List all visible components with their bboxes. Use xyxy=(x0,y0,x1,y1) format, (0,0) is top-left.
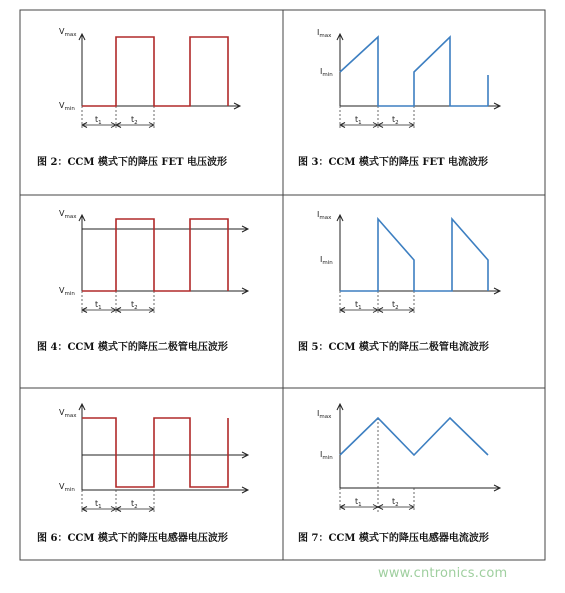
min-level-label: $V_{min}$ xyxy=(59,482,75,493)
t2-label: $t_2$ xyxy=(131,499,138,510)
t2-label: $t_2$ xyxy=(131,115,138,126)
t2-label: $t_2$ xyxy=(131,300,138,311)
figure-caption: 图 4：CCM 模式下的降压二极管电压波形 xyxy=(37,342,228,353)
waveform-trace xyxy=(340,219,488,291)
table-grid xyxy=(20,10,545,560)
max-level-label: $I_{max}$ xyxy=(317,28,332,39)
max-level-label: $V_{max}$ xyxy=(59,27,77,38)
min-level-label: $I_{min}$ xyxy=(320,67,333,78)
waveform-trace xyxy=(82,418,228,487)
min-level-label: $I_{min}$ xyxy=(320,450,333,461)
waveform-panels xyxy=(37,27,500,544)
figure-caption: 图 3：CCM 模式下的降压 FET 电流波形 xyxy=(298,157,489,168)
min-level-label: $V_{min}$ xyxy=(59,101,75,112)
t1-label: $t_1$ xyxy=(95,499,102,510)
t2-label: $t_2$ xyxy=(392,115,399,126)
figure-caption: 图 7：CCM 模式下的降压电感器电流波形 xyxy=(298,533,489,544)
panel-fig7 xyxy=(298,404,500,544)
waveform-trace xyxy=(82,37,228,106)
min-level-label: $V_{min}$ xyxy=(59,286,75,297)
max-level-label: $I_{max}$ xyxy=(317,409,332,420)
waveform-trace xyxy=(82,219,228,291)
max-level-label: $V_{max}$ xyxy=(59,209,77,220)
figure-caption: 图 2：CCM 模式下的降压 FET 电压波形 xyxy=(37,157,228,168)
figure-caption: 图 5：CCM 模式下的降压二极管电流波形 xyxy=(298,342,489,353)
t1-label: $t_1$ xyxy=(355,300,362,311)
panel-fig3 xyxy=(298,28,500,168)
figure-caption: 图 6：CCM 模式下的降压电感器电压波形 xyxy=(37,533,228,544)
t1-label: $t_1$ xyxy=(355,497,362,508)
max-level-label: $I_{max}$ xyxy=(317,210,332,221)
t1-label: $t_1$ xyxy=(95,300,102,311)
t2-label: $t_2$ xyxy=(392,497,399,508)
max-level-label: $V_{max}$ xyxy=(59,408,77,419)
waveform-trace xyxy=(340,418,488,455)
t1-label: $t_1$ xyxy=(355,115,362,126)
panel-fig6 xyxy=(37,404,248,544)
panel-fig4 xyxy=(37,209,248,353)
waveform-trace xyxy=(340,37,488,106)
watermark: www.cntronics.com xyxy=(378,566,508,581)
t1-label: $t_1$ xyxy=(95,115,102,126)
t2-label: $t_2$ xyxy=(392,300,399,311)
panel-fig5 xyxy=(298,210,500,353)
panel-fig2 xyxy=(37,27,240,168)
min-level-label: $I_{min}$ xyxy=(320,255,333,266)
